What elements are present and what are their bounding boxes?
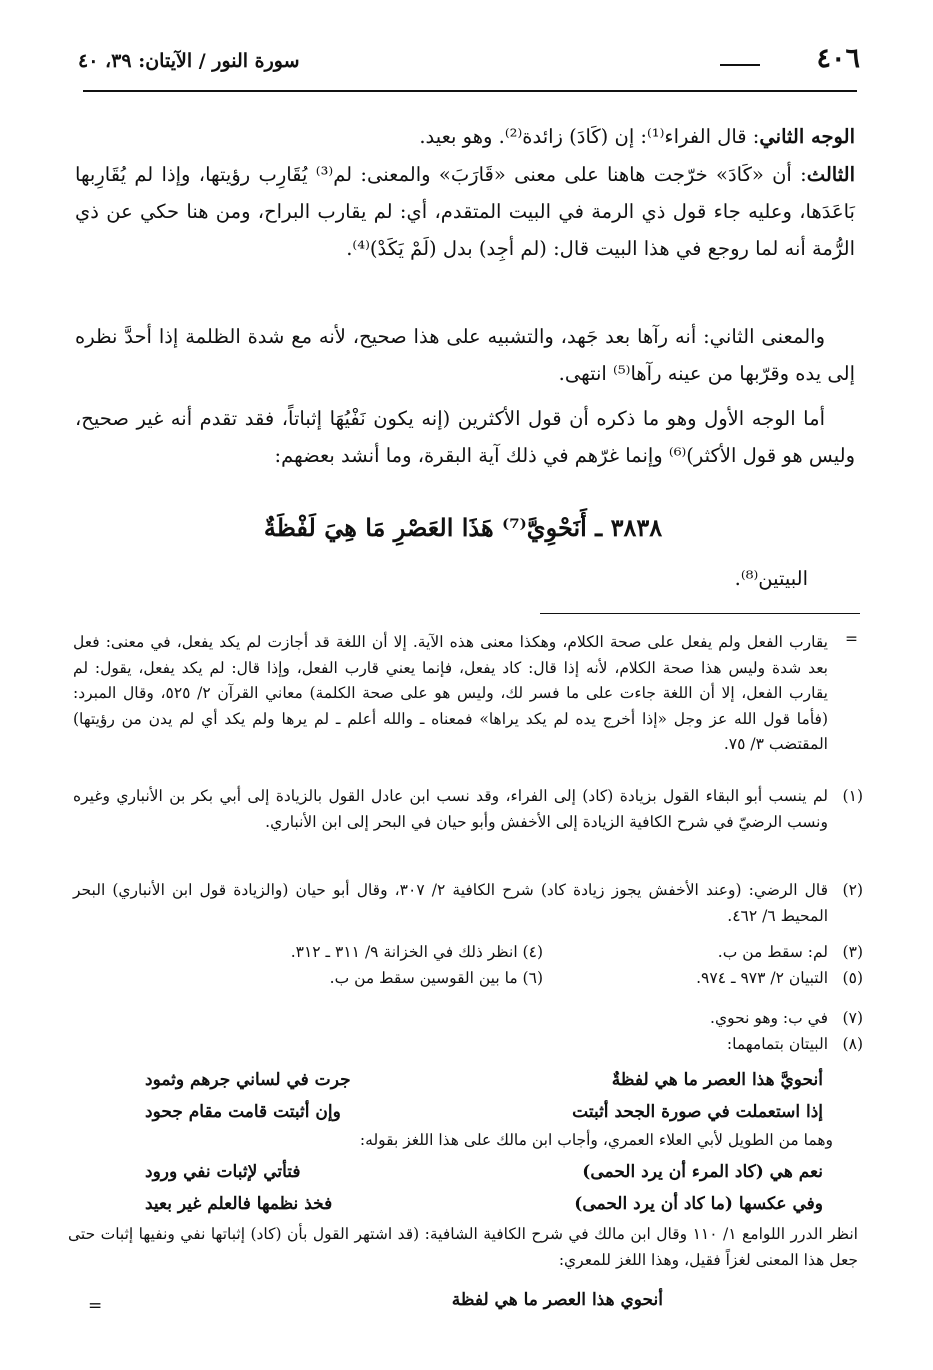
- header-dash: [720, 64, 760, 66]
- header-title: سورة النور / الآيتان: ٣٩، ٤٠: [78, 50, 300, 72]
- poem-line: فخذ نظمها فالعلم غير بعيد: [145, 1194, 333, 1214]
- footnote-1: [73, 784, 863, 835]
- footnote-5-number: (٥): [842, 969, 863, 987]
- poem-line: نعم هي (كاد المرء أن يرد الحمى): [582, 1162, 823, 1182]
- paragraph-third: [75, 156, 855, 267]
- footnote-3-text: لم: سقط من ب.: [717, 943, 828, 961]
- poem-line: أنحويَّ هذا العصر ما هي لفظةٌ: [611, 1070, 823, 1090]
- closing-text: انظر الدرر اللوامع ١/ ١١٠ وقال ابن مالك في شرح الكافية الشافية: (قد اشتهر القول بأن (كاد) إثباتها نفي ونفيها إثبات حتى جعل هذا المعنى لغزاً فقيل، وهذا اللغز للمعري:: [68, 1225, 858, 1269]
- paragraph-lead: الوجه الثاني: [759, 125, 855, 148]
- header-rule: [83, 90, 857, 92]
- paragraph-second-aspect: [75, 118, 855, 155]
- footnote-text: يقارب الفعل ولم يفعل على صحة الكلام، وهكذا معنى هذه الآية. إلا أن اللغة قد أجازت لم يكد يفعل، في معنى: فعل بعد شدة وليس هذا صحة الكلام، لأنه إذا قال: كاد يفعل، فإنما يعني قارب الفعل، وإذا قال: لم يكد يفعل، يقول: لم يقارب الفعل، إلا أن اللغة جاءت على ما فسر لك، وليس هو على صحة الكلمة) معاني القرآن ٢/ ٥٢٥، وقال المبرد: (فأما قول الله عز وجل «إذا أخرج يده لم يكد يراها» فمعناه ـ والله أعلم ـ لم يرها ولم يكد أي لم يدن من رؤيتها) المقتضب ٣/ ٧٥.: [73, 633, 828, 753]
- paragraph-first-aspect: [75, 400, 855, 474]
- footnote-8-text: البيتان بتمامهما:: [726, 1035, 828, 1053]
- poem-line: جرت في لساني جرهم وثمود: [145, 1070, 351, 1090]
- poem-intro: وهما من الطويل لأبي العلاء العمري، وأجاب ابن مالك على هذا اللغز بقوله:: [359, 1131, 833, 1149]
- footnote-number: (١): [842, 787, 863, 805]
- footnote-5-text: التبيان ٢/ ٩٧٣ ـ ٩٧٤.: [696, 969, 828, 987]
- paragraph-second-meaning: [75, 318, 855, 392]
- footnote-number: (٢): [842, 881, 863, 899]
- paragraph-text: : قال الفراء⁽¹⁾: إن (كَادَ) زائدة⁽²⁾. وهو بعيد.: [419, 125, 760, 148]
- paragraph-lead: الثالث: [806, 163, 855, 186]
- footnote-rule: [540, 613, 860, 614]
- footnote-6: (٦) ما بين القوسين سقط من ب.: [329, 969, 543, 987]
- verse-line: ٣٨٣٨ ـ أَنَحْوِيَّ⁽⁷⁾ هَذَا العَصْرِ مَا هِيَ لَفْظَةٌ: [263, 513, 663, 542]
- footnote-text: قال الرضي: (وعند الأخفش يجوز زيادة كاد) شرح الكافية ٢/ ٣٠٧، وقال أبو حيان (والزيادة قول ابن الأنباري) البحر المحيط ٦/ ٤٦٢.: [73, 881, 828, 925]
- footnote-7-text: في ب: وهو نحوي.: [710, 1009, 828, 1027]
- footnote-continued: [73, 630, 863, 758]
- paragraph-text: والمعنى الثاني: أنه رآها بعد جَهد، والتشبيه على هذا صحيح، لأنه مع شدة الظلمة إذا أحدَّ نظره إلى يده وقرّبها من عينه رآها⁽⁵⁾ انتهى.: [75, 325, 855, 385]
- footnote-7-number: (٧): [842, 1009, 863, 1027]
- footnote-3-number: (٣): [842, 943, 863, 961]
- closing-note: [68, 1222, 858, 1273]
- poem-line: إذا استعملت في صورة الجحد أثبتت: [572, 1102, 823, 1122]
- continuation-mark-bottom: =: [88, 1296, 103, 1316]
- verse-tail: البيتين⁽⁸⁾.: [734, 567, 808, 590]
- continuation-mark: =: [845, 630, 858, 648]
- footnote-text: لم ينسب أبو البقاء القول بزيادة (كاد) إلى الفراء، وقد نسب ابن عادل القول بالزيادة إلى أبي بكر بن الأنباري وغيره ونسب الرضيّ في شرح الكافية الزيادة إلى الأخفش وأبو حيان في البحر إلى ابن الأنباري.: [73, 787, 828, 831]
- paragraph-text: أما الوجه الأول وهو ما ذكره أن قول الأكثرين (إنه يكون نَفْيُهَا إثباتاً، فقد تقدم أنه غير صحيح، وليس هو قول الأكثر)⁽⁶⁾ وإنما غرّهم في ذلك آية البقرة، وما أنشد بعضهم:: [75, 407, 855, 467]
- running-header: [78, 40, 860, 80]
- footnote-4: (٤) انظر ذلك في الخزانة ٩/ ٣١١ ـ ٣١٢.: [290, 943, 543, 961]
- poem-line: فتأتي لإثبات نفي ورود: [145, 1162, 301, 1182]
- paragraph-text: : أن «كَادَ» خرّجت هاهنا على معنى «قَارَبَ» والمعنى: لم⁽³⁾ يُقَارِب رؤيتها، وإذا لم يُقَارِبها بَاعَدَها، وعليه جاء قول ذي الرمة في البيت المتقدم، أي: لم يقارب البراح، ومن هنا حكي عن ذي الرُّمة أنه لما روجع في هذا البيت قال: (لم أجِد) بدل (لَمْ يَكَدْ)⁽⁴⁾.: [75, 163, 855, 260]
- page-number: ٤٠٦: [816, 43, 860, 74]
- footnote-8-number: (٨): [842, 1035, 863, 1053]
- poem-line: وفي عكسها (ما كاد أن يرد الحمى): [574, 1194, 823, 1214]
- poem-line: وإن أثبتت قامت مقام جحود: [145, 1102, 341, 1122]
- closing-verse: أنحوي هذا العصر ما هي لفظة: [451, 1290, 663, 1310]
- footnote-2: [73, 878, 863, 929]
